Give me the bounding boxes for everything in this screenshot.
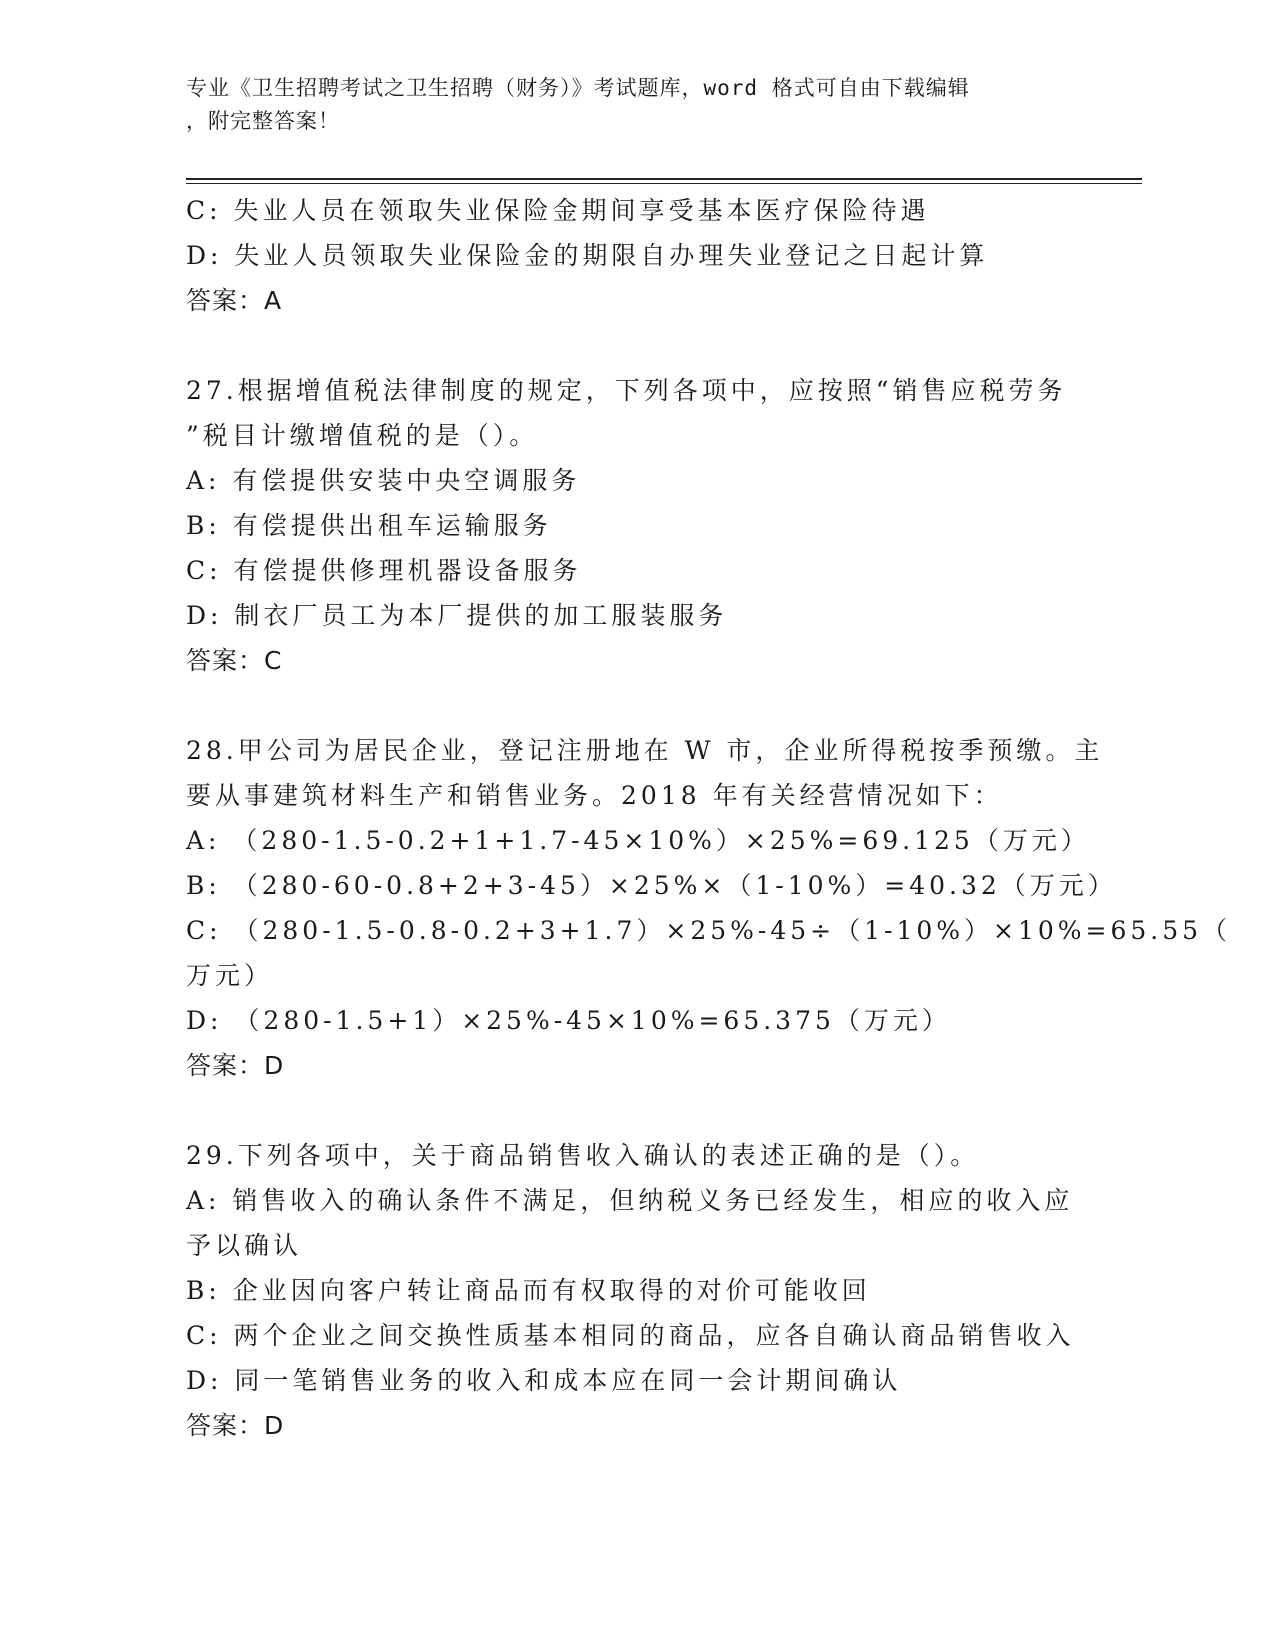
option-a: A: 有偿提供安装中央空调服务 (186, 466, 581, 495)
answer-line: 答案：C (186, 646, 283, 675)
option-a: A: 销售收入的确认条件不满足，但纳税义务已经发生，相应的收入应 (186, 1186, 1074, 1215)
option-c: C: 两个企业之间交换性质基本相同的商品，应各自确认商品销售收入 (186, 1321, 1075, 1350)
header-line-2: ，附完整答案！ (186, 109, 340, 133)
header-line-1: 专业《卫生招聘考试之卫生招聘（财务）》考试题库，word 格式可自由下载编辑 (186, 76, 970, 100)
question-stem: ”税目计缴增值税的是（）。 (186, 421, 539, 450)
header-rule-thick (186, 178, 1142, 180)
spacer (186, 1088, 1086, 1133)
document-header (186, 72, 1066, 138)
option-a-continued: 予以确认 (186, 1231, 303, 1260)
question-27 (186, 368, 1086, 683)
option-c-continued: 万元） (186, 961, 274, 990)
answer-line: 答案：D (186, 1411, 285, 1440)
question-28 (186, 728, 1232, 1088)
answer-line: 答案：D (186, 1051, 285, 1080)
spacer (186, 323, 1086, 368)
option-c: C: 失业人员在领取失业保险金期间享受基本医疗保险待遇 (186, 196, 930, 225)
option-b: B: 有偿提供出租车运输服务 (186, 511, 552, 540)
answer-line: 答案：A (186, 286, 283, 315)
question-stem: 29.下列各项中，关于商品销售收入确认的表述正确的是（）。 (186, 1141, 980, 1170)
header-rule-thin (186, 183, 1142, 184)
question-stem: 要从事建筑材料生产和销售业务。2018 年有关经营情况如下： (186, 781, 1003, 810)
option-c: C: （280-1.5-0.8-0.2+3+1.7）×25%-45÷（1-10%）×10%=65.55（ (186, 916, 1232, 945)
previous-question-tail (186, 188, 1086, 323)
option-c: C: 有偿提供修理机器设备服务 (186, 556, 582, 585)
option-a: A: （280-1.5-0.2+1+1.7-45×10%）×25%=69.125（万元） (186, 826, 1090, 855)
option-d: D: 失业人员领取失业保险金的期限自办理失业登记之日起计算 (186, 241, 989, 270)
spacer (186, 683, 1086, 728)
option-d: D: 同一笔销售业务的收入和成本应在同一会计期间确认 (186, 1366, 902, 1395)
question-29 (186, 1133, 1086, 1448)
option-d: D: 制衣厂员工为本厂提供的加工服装服务 (186, 601, 728, 630)
question-stem: 27.根据增值税法律制度的规定，下列各项中，应按照“销售应税劳务 (186, 376, 1067, 405)
question-content (186, 188, 1232, 1448)
option-d: D: （280-1.5+1）×25%-45×10%=65.375（万元） (186, 1006, 951, 1035)
option-b: B: （280-60-0.8+2+3-45）×25%×（1-10%）=40.32（万元） (186, 871, 1117, 900)
question-stem: 28.甲公司为居民企业，登记注册地在 W 市，企业所得税按季预缴。主 (186, 736, 1104, 765)
option-b: B: 企业因向客户转让商品而有权取得的对价可能收回 (186, 1276, 871, 1305)
